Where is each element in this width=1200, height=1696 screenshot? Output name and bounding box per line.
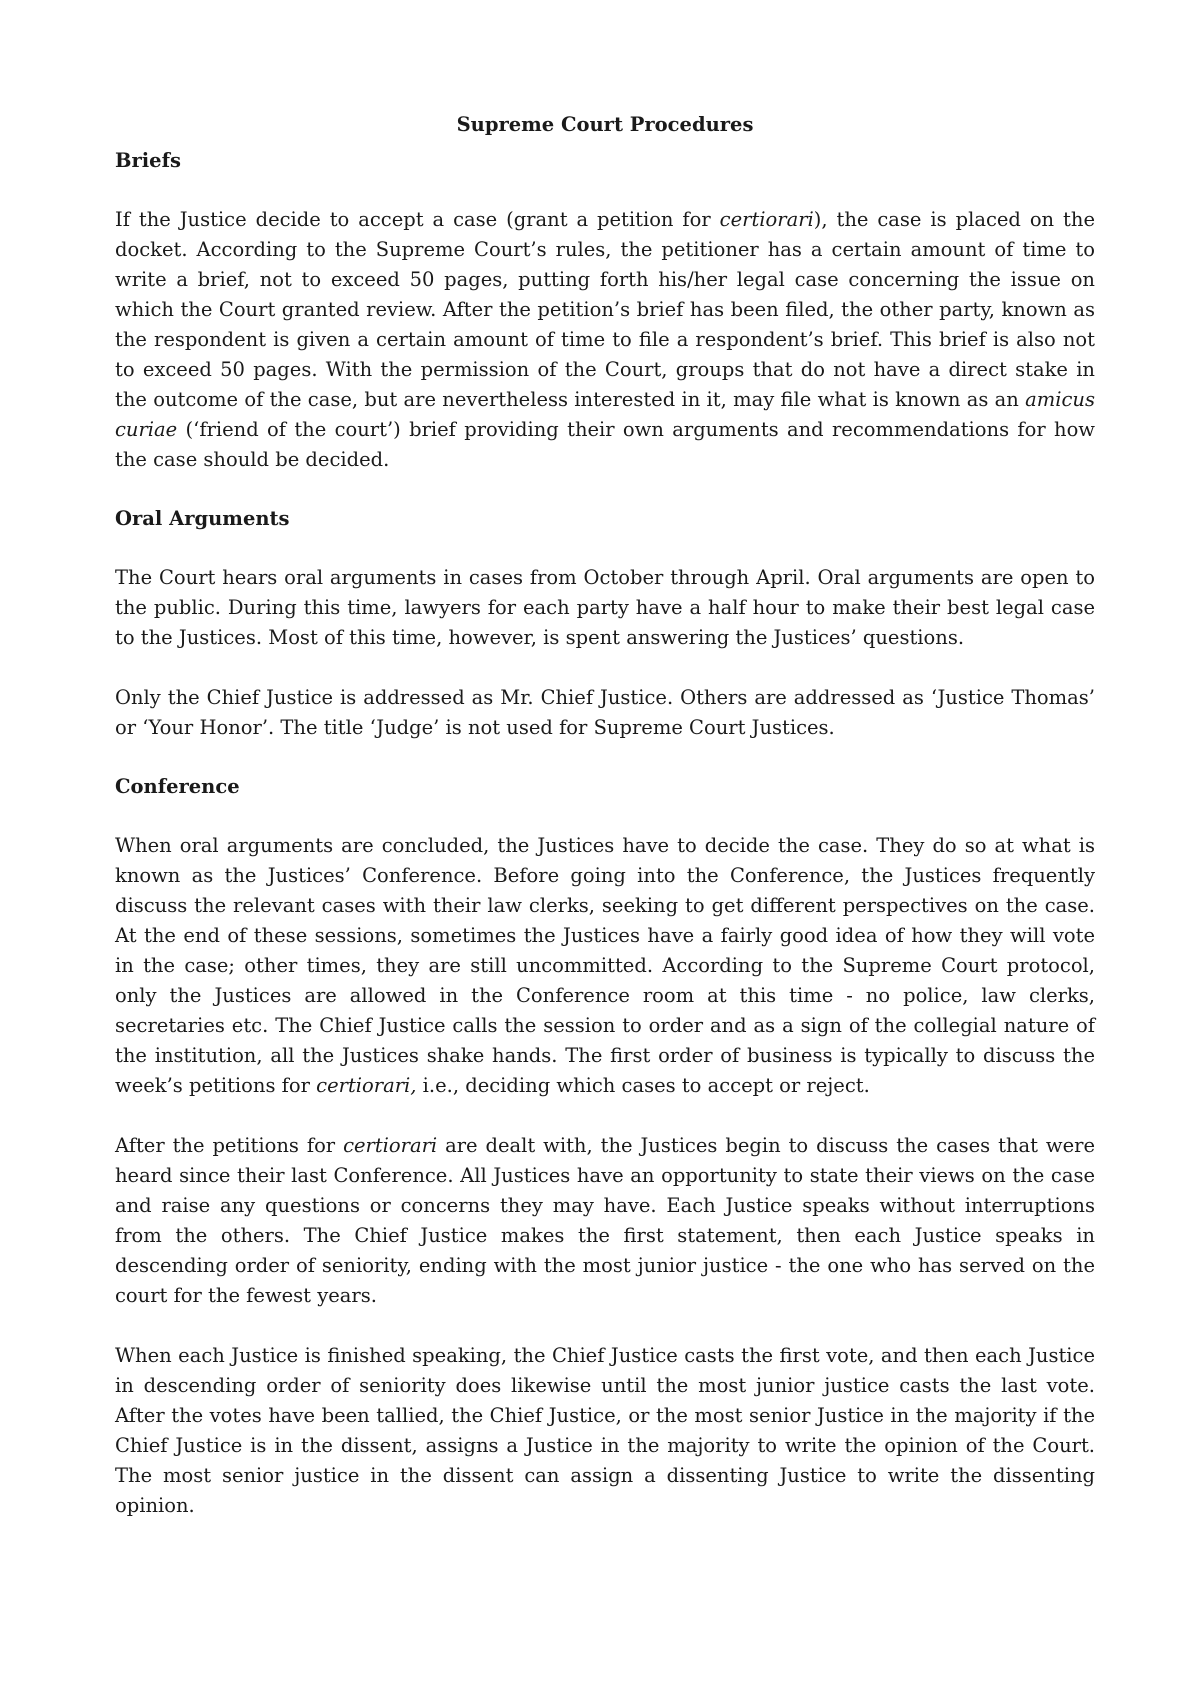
text-run: are dealt with, the Justices begin to discuss the cases that were heard since their last Conference. All Justices have an opportunity to state their views on the case and raise any questions or concerns they may have. Each Justice speaks without interruptions from the others. The Chief Justice makes the first statement, then each Justice speaks in descending order of seniority, ending with the most junior justice - the one who has served on the court for the fewest years.	[115, 1134, 1095, 1307]
italic-term: amicus curiae	[115, 388, 1095, 441]
body-paragraph	[115, 831, 1095, 1101]
text-run: The Court hears oral arguments in cases from October through April. Oral arguments are open to the public. During this time, lawyers for each party have a half hour to make their best legal case to the Justices. Most of this time, however, is spent answering the Justices’ questions.	[115, 566, 1095, 649]
italic-term: certiorari	[343, 1134, 438, 1157]
text-run: After the petitions for	[115, 1134, 344, 1157]
text-run: If the Justice decide to accept a case (grant a petition for	[115, 208, 720, 231]
text-run: i.e., deciding which cases to accept or reject.	[416, 1074, 870, 1097]
text-run: (‘friend of the court’) brief providing their own arguments and recommendations for how the case should be decided.	[115, 418, 1095, 471]
body-paragraph	[115, 563, 1095, 653]
text-run: ), the case is placed on the docket. According to the Supreme Court’s rules, the petitioner has a certain amount of time to write a brief, not to exceed 50 pages, putting forth his/her legal case concerning the issue on which the Court granted review. After the petition’s brief has been filed, the other party, known as the respondent is given a certain amount of time to file a respondent’s brief. This brief is also not to exceed 50 pages. With the permission of the Court, groups that do not have a direct stake in the outcome of the case, but are nevertheless interested in it, may file what is known as an	[115, 208, 1095, 411]
body-paragraph	[115, 1131, 1095, 1311]
section-heading: Oral Arguments	[115, 507, 290, 530]
text-run: When oral arguments are concluded, the Justices have to decide the case. They do so at what is known as the Justices’ Conference. Before going into the Conference, the Justices frequently discuss the relevant cases with their law clerks, seeking to get different perspectives on the case. At the end of these sessions, sometimes the Justices have a fairly good idea of how they will vote in the case; other times, they are still uncommitted. According to the Supreme Court protocol, only the Justices are allowed in the Conference room at this time - no police, law clerks, secretaries etc. The Chief Justice calls the session to order and as a sign of the collegial nature of the institution, all the Justices shake hands. The first order of business is typically to discuss the week’s petitions for	[115, 834, 1095, 1097]
section-heading: Conference	[115, 775, 240, 798]
text-run: When each Justice is finished speaking, the Chief Justice casts the first vote, and then each Justice in descending order of seniority does likewise until the most junior justice casts the last vote. After the votes have been tallied, the Chief Justice, or the most senior Justice in the majority if the Chief Justice is in the dissent, assigns a Justice in the majority to write the opinion of the Court. The most senior justice in the dissent can assign a dissenting Justice to write the dissenting opinion.	[115, 1344, 1095, 1517]
section-heading: Briefs	[115, 149, 181, 172]
body-paragraph	[115, 1341, 1095, 1521]
text-run: Only the Chief Justice is addressed as Mr. Chief Justice. Others are addressed as ‘Justice Thomas’ or ‘Your Honor’. The title ‘Judge’ is not used for Supreme Court Justices.	[115, 686, 1095, 739]
document-sections	[115, 146, 1095, 1521]
document-body	[115, 110, 1095, 1521]
italic-term: certiorari,	[316, 1074, 417, 1097]
body-paragraph	[115, 205, 1095, 475]
document-title: Supreme Court Procedures	[456, 113, 754, 136]
body-paragraph	[115, 683, 1095, 743]
italic-term: certiorari	[719, 208, 814, 231]
